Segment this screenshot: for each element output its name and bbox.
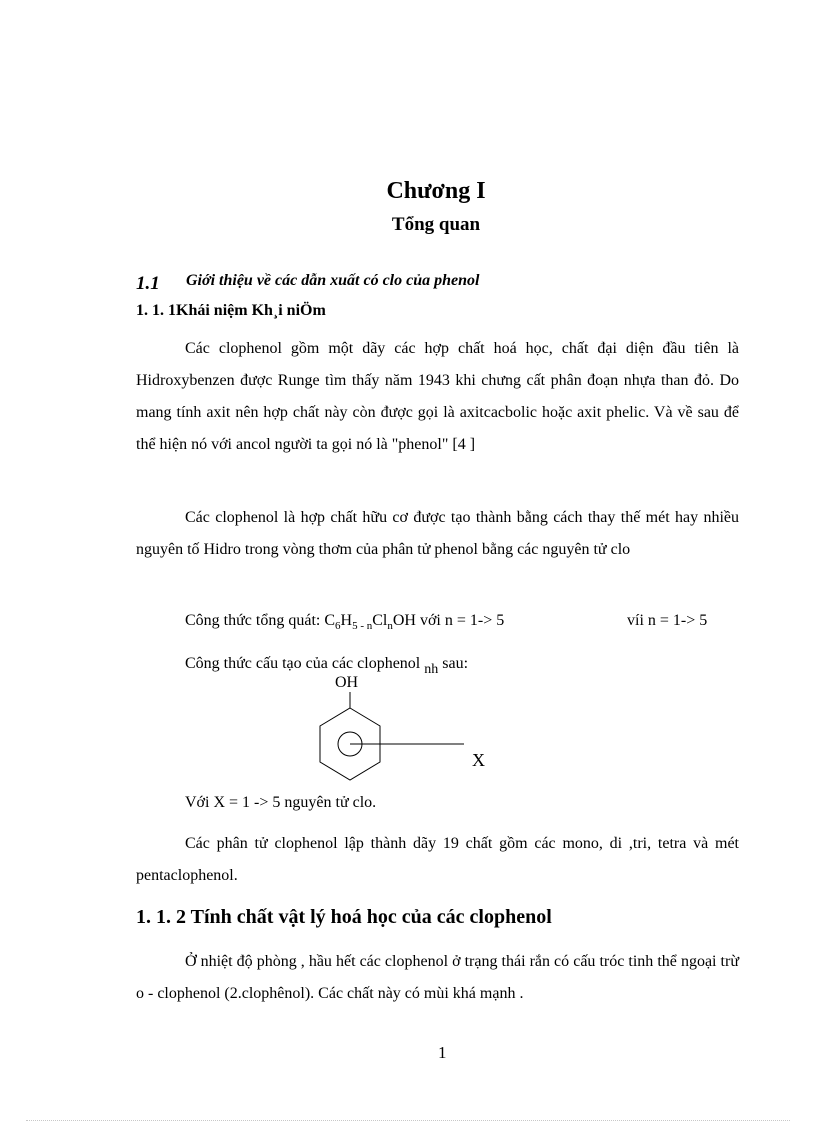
paragraph-4 (136, 946, 739, 1010)
chapter-title: Chương I (386, 178, 486, 204)
subsection-heading-2: 1. 1. 2 Tính chất vật lý hoá học của các clophenol (136, 906, 552, 928)
paragraph-2-text: Các clophenol là hợp chất hữu cơ được tạo thành bằng cách thay thế mét hay nhiều nguyên tố Hidro trong vòng thơm của phân tử phenol bằng các nguyên tử clo (136, 509, 739, 558)
formula-label: Công thức tổng quát: (185, 612, 325, 629)
page-number: 1 (438, 1043, 447, 1062)
formula-cl-sub: n (387, 620, 393, 632)
paragraph-4-text: Ở nhiệt độ phòng , hầu hết các clophenol ở trạng thái rắn có cấu tróc tinh thể ngoại trừ o - clophenol (2.clophênol). Các chất này có mùi khá mạnh . (136, 953, 739, 1002)
formula-c: C (324, 612, 335, 629)
formula-h: H (340, 612, 353, 629)
section-title: Giới thiệu về các dẫn xuất có clo của phenol (186, 272, 480, 289)
general-formula (185, 612, 504, 630)
formula-cl: Cl (372, 612, 388, 629)
structure-intro-end: sau: (438, 655, 469, 672)
formula-oh: OH với n = 1-> 5 (392, 612, 505, 629)
benzene-structure-diagram (300, 690, 500, 790)
structure-intro (185, 655, 469, 677)
structure-intro-small: nh (424, 662, 439, 677)
formula-h-sub: 5 - n (352, 620, 373, 632)
paragraph-1-text: Các clophenol gồm một dãy các hợp chất hoá học, chất đại diện đầu tiên là Hidroxybenzen được Runge tìm thấy năm 1943 khi chưng cất phân đoạn nhựa than đỏ. Do mang tính axit nên hợp chất này còn được gọi là axitcacbolic hoặc axit phelic. Và về sau để thể hiện nó với ancol người ta gọi nó là "phenol" [4 ] (136, 340, 739, 453)
section-number: 1.1 (136, 273, 160, 294)
paragraph-3 (136, 828, 739, 892)
page-bottom-divider (26, 1120, 790, 1121)
paragraph-2 (136, 502, 739, 566)
paragraph-1 (136, 333, 739, 461)
paragraph-3-text: Các phân tử clophenol lập thành dãy 19 chất gồm các mono, di ,tri, tetra và mét pentaclophenol. (136, 835, 739, 884)
x-label: X (472, 750, 485, 770)
chapter-subtitle: Tổng quan (391, 214, 481, 235)
formula-extra: víi n = 1-> 5 (627, 612, 708, 629)
subsection-heading-1: 1. 1. 1Khái niệm Kh¸i niÖm (136, 302, 326, 319)
structure-intro-text: Công thức cấu tạo của các clophenol (185, 655, 425, 672)
formula-c-sub: 6 (335, 620, 341, 632)
oh-label: OH (335, 674, 359, 691)
structure-caption: Với X = 1 -> 5 nguyên tử clo. (185, 794, 377, 811)
